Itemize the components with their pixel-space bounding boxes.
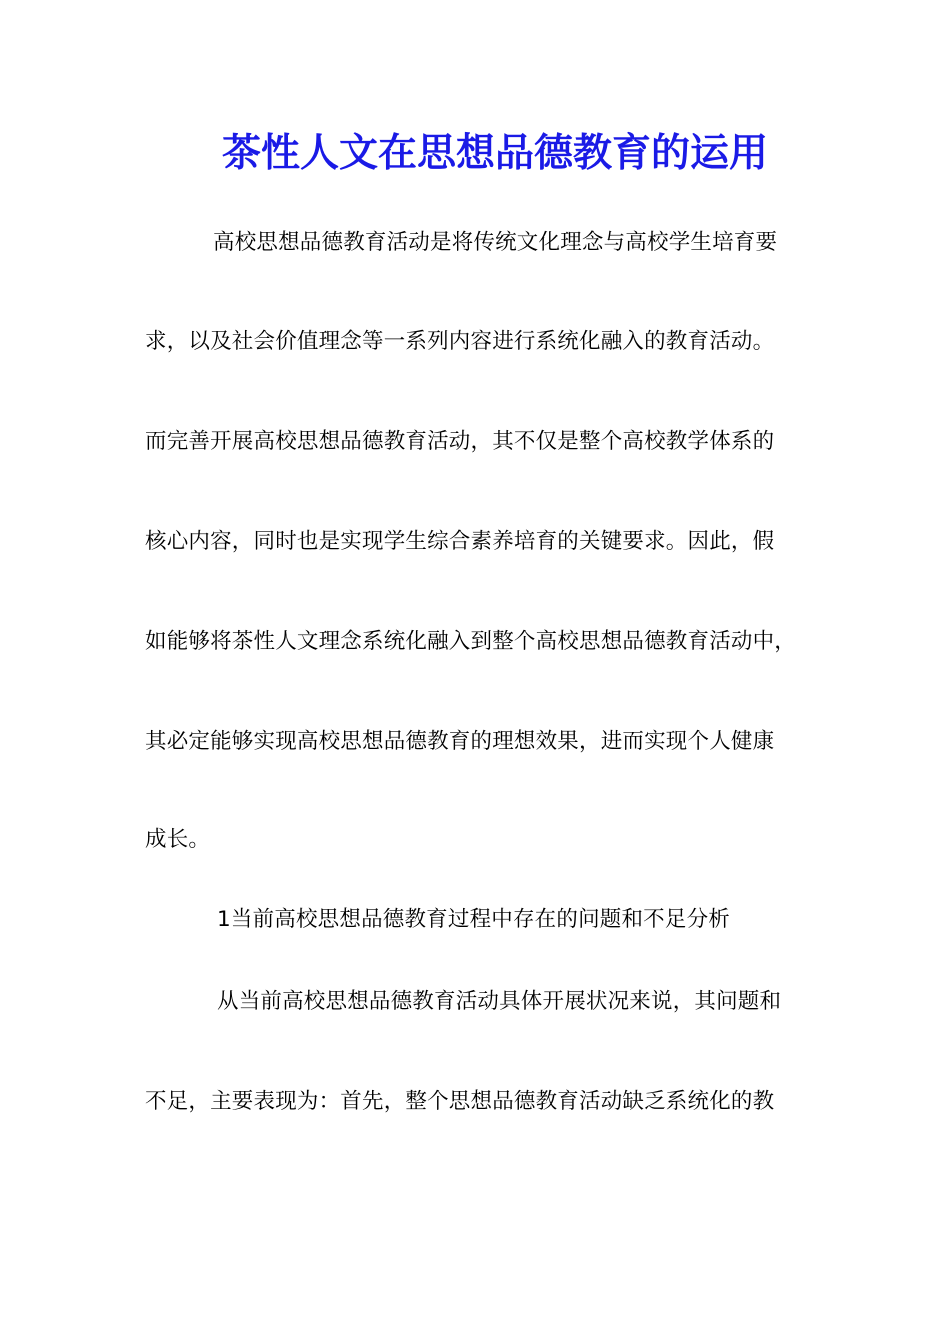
paragraph-line: 其必定能够实现高校思想品德教育的理想效果，进而实现个人健康	[145, 729, 775, 754]
paragraph-line: 而完善开展高校思想品德教育活动，其不仅是整个高校教学体系的	[145, 429, 775, 454]
section-heading: 1当前高校思想品德教育过程中存在的问题和不足分析	[217, 907, 730, 932]
paragraph-line: 成长。	[145, 827, 211, 852]
document-title: 茶性人文在思想品德教育的运用	[221, 130, 768, 176]
paragraph-line: 高校思想品德教育活动是将传统文化理念与高校学生培育要	[213, 230, 778, 255]
paragraph-line: 从当前高校思想品德教育活动具体开展状况来说，其问题和	[217, 989, 782, 1014]
paragraph-line: 不足，主要表现为：首先，整个思想品德教育活动缺乏系统化的教	[145, 1089, 775, 1114]
paragraph-line: 求，以及社会价值理念等一系列内容进行系统化融入的教育活动。	[145, 329, 775, 354]
paragraph-line: 如能够将茶性人文理念系统化融入到整个高校思想品德教育活动中，	[145, 629, 797, 654]
paragraph-line: 核心内容，同时也是实现学生综合素养培育的关键要求。因此，假	[145, 529, 775, 554]
